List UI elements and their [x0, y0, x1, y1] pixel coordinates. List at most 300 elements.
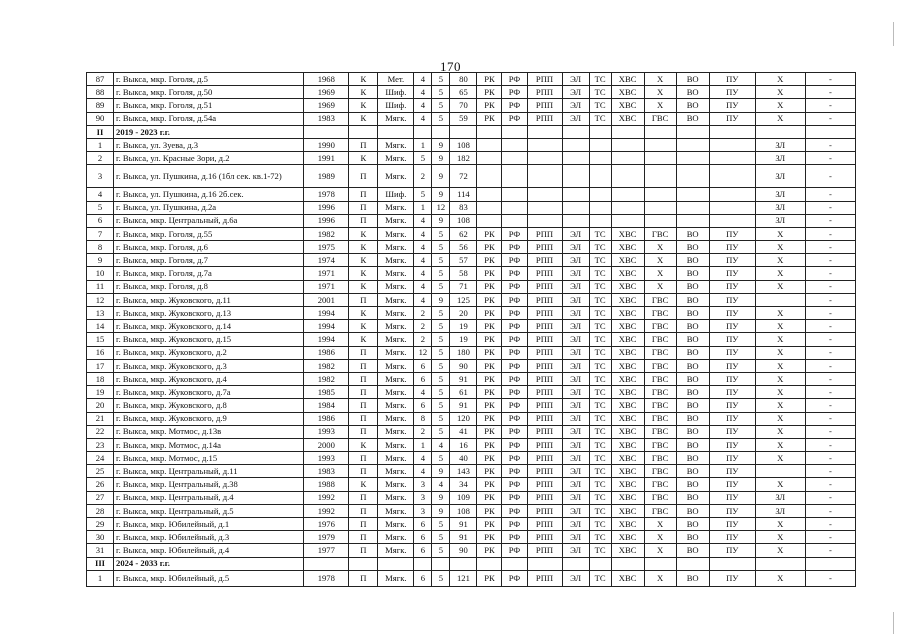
table-row — [87, 372, 856, 385]
wall-material-cell: К — [349, 333, 378, 346]
system-vo-cell: ВО — [676, 333, 709, 346]
system-gvs-cell: Х — [644, 241, 676, 254]
floors-cell: 6 — [414, 518, 432, 531]
system-el-cell — [562, 201, 589, 214]
system-rf-cell: РФ — [502, 280, 527, 293]
floors-cell: 2 — [414, 425, 432, 438]
year-built-cell: 1978 — [304, 570, 349, 586]
entrances-cell: 9 — [432, 214, 450, 227]
mark-cell: Х — [755, 280, 805, 293]
address-cell: г. Выкса, ул. Пушкина, д.16 (1бл сек. кв.1-72) — [114, 165, 304, 188]
mark-cell: Х — [755, 73, 805, 86]
system-ts-cell: ТС — [589, 86, 611, 99]
row-number-cell: 31 — [87, 544, 114, 557]
system-pu-cell — [709, 201, 755, 214]
floors-cell: 4 — [414, 241, 432, 254]
empty-cell — [644, 557, 676, 570]
mark-cell: Х — [755, 544, 805, 557]
system-hvs-cell: ХВС — [611, 425, 644, 438]
mark-cell: Х — [755, 518, 805, 531]
apartments-cell: 108 — [450, 138, 477, 151]
entrances-cell: 9 — [432, 504, 450, 517]
system-gvs-cell: ГВС — [644, 112, 676, 125]
system-ts-cell: ТС — [589, 465, 611, 478]
status-cell: - — [805, 399, 855, 412]
mark-cell: Х — [755, 254, 805, 267]
wall-material-cell: П — [349, 504, 378, 517]
mark-cell: Х — [755, 112, 805, 125]
wall-material-cell: П — [349, 570, 378, 586]
system-hvs-cell — [611, 201, 644, 214]
system-pu-cell: ПУ — [709, 531, 755, 544]
system-el-cell: ЭЛ — [562, 267, 589, 280]
status-cell: - — [805, 241, 855, 254]
system-ts-cell — [589, 138, 611, 151]
system-ts-cell — [589, 152, 611, 165]
system-rf-cell: РФ — [502, 99, 527, 112]
row-number-cell: 9 — [87, 254, 114, 267]
address-cell: г. Выкса, мкр. Центральный, д.5 — [114, 504, 304, 517]
roof-type-cell: Мягк. — [378, 307, 414, 320]
system-rf-cell — [502, 214, 527, 227]
system-pu-cell — [709, 214, 755, 227]
floors-cell: 1 — [414, 201, 432, 214]
apartments-cell: 120 — [450, 412, 477, 425]
row-number-cell: 1 — [87, 138, 114, 151]
row-number-cell: 4 — [87, 188, 114, 201]
system-hvs-cell: ХВС — [611, 412, 644, 425]
mark-cell: Х — [755, 570, 805, 586]
system-rpp-cell: РПП — [527, 372, 562, 385]
system-hvs-cell: ХВС — [611, 438, 644, 451]
entrances-cell: 5 — [432, 452, 450, 465]
system-gvs-cell: ГВС — [644, 293, 676, 306]
apartments-cell: 19 — [450, 333, 477, 346]
empty-cell — [349, 125, 378, 138]
system-vo-cell: ВО — [676, 504, 709, 517]
system-el-cell: ЭЛ — [562, 307, 589, 320]
system-rk-cell: РК — [477, 99, 502, 112]
apartments-cell: 91 — [450, 518, 477, 531]
system-el-cell: ЭЛ — [562, 320, 589, 333]
system-rk-cell: РК — [477, 478, 502, 491]
system-gvs-cell: ГВС — [644, 386, 676, 399]
wall-material-cell: К — [349, 478, 378, 491]
system-pu-cell: ПУ — [709, 254, 755, 267]
system-pu-cell: ПУ — [709, 320, 755, 333]
address-cell: г. Выкса, мкр. Гоголя, д.54а — [114, 112, 304, 125]
system-hvs-cell — [611, 214, 644, 227]
row-number-cell: 7 — [87, 227, 114, 240]
mark-cell: Х — [755, 346, 805, 359]
system-ts-cell: ТС — [589, 478, 611, 491]
system-hvs-cell: ХВС — [611, 227, 644, 240]
apartments-cell: 182 — [450, 152, 477, 165]
year-built-cell: 1996 — [304, 201, 349, 214]
floors-cell: 5 — [414, 152, 432, 165]
system-rpp-cell: РПП — [527, 99, 562, 112]
system-pu-cell: ПУ — [709, 399, 755, 412]
system-rk-cell — [477, 152, 502, 165]
status-cell: - — [805, 201, 855, 214]
system-hvs-cell: ХВС — [611, 452, 644, 465]
address-cell: г. Выкса, мкр. Жуковского, д.7а — [114, 386, 304, 399]
row-number-cell: 25 — [87, 465, 114, 478]
year-built-cell: 1982 — [304, 372, 349, 385]
roof-type-cell: Мягк. — [378, 518, 414, 531]
system-rpp-cell: РПП — [527, 293, 562, 306]
wall-material-cell: К — [349, 227, 378, 240]
mark-cell: ЗЛ — [755, 504, 805, 517]
apartments-cell: 109 — [450, 491, 477, 504]
status-cell: - — [805, 518, 855, 531]
system-pu-cell: ПУ — [709, 333, 755, 346]
status-cell: - — [805, 425, 855, 438]
table-row — [87, 188, 856, 201]
floors-cell: 3 — [414, 491, 432, 504]
system-el-cell: ЭЛ — [562, 112, 589, 125]
system-pu-cell: ПУ — [709, 491, 755, 504]
page-number: 170 — [440, 59, 461, 74]
roof-type-cell: Мягк. — [378, 214, 414, 227]
system-rk-cell: РК — [477, 465, 502, 478]
roof-type-cell: Мягк. — [378, 531, 414, 544]
year-built-cell: 1984 — [304, 399, 349, 412]
system-hvs-cell: ХВС — [611, 372, 644, 385]
empty-cell — [709, 125, 755, 138]
mark-cell: Х — [755, 320, 805, 333]
system-rpp-cell: РПП — [527, 570, 562, 586]
apartments-cell: 90 — [450, 544, 477, 557]
system-el-cell: ЭЛ — [562, 359, 589, 372]
system-rpp-cell: РПП — [527, 531, 562, 544]
status-cell: - — [805, 359, 855, 372]
system-rk-cell: РК — [477, 254, 502, 267]
system-gvs-cell: Х — [644, 267, 676, 280]
table-row — [87, 165, 856, 188]
mark-cell: Х — [755, 267, 805, 280]
system-vo-cell: ВО — [676, 241, 709, 254]
system-rf-cell: РФ — [502, 478, 527, 491]
system-rf-cell: РФ — [502, 346, 527, 359]
roof-type-cell: Мягк. — [378, 478, 414, 491]
system-vo-cell: ВО — [676, 112, 709, 125]
address-cell: г. Выкса, мкр. Гоголя, д.50 — [114, 86, 304, 99]
wall-material-cell: К — [349, 280, 378, 293]
mark-cell: Х — [755, 307, 805, 320]
system-vo-cell: ВО — [676, 465, 709, 478]
entrances-cell: 5 — [432, 399, 450, 412]
status-cell: - — [805, 544, 855, 557]
system-pu-cell: ПУ — [709, 99, 755, 112]
table-row — [87, 201, 856, 214]
floors-cell: 6 — [414, 399, 432, 412]
row-number-cell: 11 — [87, 280, 114, 293]
system-rpp-cell: РПП — [527, 518, 562, 531]
mark-cell: Х — [755, 359, 805, 372]
system-el-cell: ЭЛ — [562, 346, 589, 359]
entrances-cell: 5 — [432, 372, 450, 385]
table-row — [87, 425, 856, 438]
system-rpp-cell: РПП — [527, 544, 562, 557]
system-rf-cell: РФ — [502, 333, 527, 346]
system-rk-cell: РК — [477, 333, 502, 346]
row-number-cell: 8 — [87, 241, 114, 254]
mark-cell: ЗЛ — [755, 152, 805, 165]
system-rk-cell: РК — [477, 425, 502, 438]
system-rk-cell: РК — [477, 359, 502, 372]
empty-cell — [378, 125, 414, 138]
system-hvs-cell — [611, 165, 644, 188]
system-rk-cell: РК — [477, 280, 502, 293]
wall-material-cell: П — [349, 214, 378, 227]
entrances-cell: 9 — [432, 465, 450, 478]
system-rpp-cell: РПП — [527, 504, 562, 517]
address-cell: г. Выкса, ул. Пушкина, д.2а — [114, 201, 304, 214]
apartments-cell: 91 — [450, 372, 477, 385]
system-hvs-cell: ХВС — [611, 359, 644, 372]
table-row — [87, 570, 856, 586]
system-el-cell: ЭЛ — [562, 227, 589, 240]
system-rf-cell: РФ — [502, 544, 527, 557]
system-ts-cell: ТС — [589, 491, 611, 504]
roof-type-cell: Мягк. — [378, 504, 414, 517]
floors-cell: 2 — [414, 320, 432, 333]
table-row — [87, 73, 856, 86]
row-number-cell: 89 — [87, 99, 114, 112]
system-gvs-cell — [644, 214, 676, 227]
system-rk-cell: РК — [477, 241, 502, 254]
table-row — [87, 280, 856, 293]
empty-cell — [378, 557, 414, 570]
year-built-cell: 1993 — [304, 452, 349, 465]
entrances-cell: 9 — [432, 293, 450, 306]
system-rf-cell — [502, 138, 527, 151]
system-gvs-cell: ГВС — [644, 465, 676, 478]
year-built-cell: 1979 — [304, 531, 349, 544]
system-el-cell: ЭЛ — [562, 478, 589, 491]
floors-cell: 4 — [414, 254, 432, 267]
system-rpp-cell: РПП — [527, 267, 562, 280]
wall-material-cell: П — [349, 531, 378, 544]
floors-cell: 4 — [414, 465, 432, 478]
system-gvs-cell: ГВС — [644, 372, 676, 385]
roof-type-cell: Мягк. — [378, 359, 414, 372]
system-hvs-cell: ХВС — [611, 570, 644, 586]
entrances-cell: 5 — [432, 280, 450, 293]
system-hvs-cell: ХВС — [611, 399, 644, 412]
apartments-cell: 40 — [450, 452, 477, 465]
year-built-cell: 1969 — [304, 99, 349, 112]
system-rpp-cell: РПП — [527, 412, 562, 425]
system-vo-cell: ВО — [676, 227, 709, 240]
system-hvs-cell: ХВС — [611, 333, 644, 346]
address-cell: г. Выкса, мкр. Мотмос, д.15 — [114, 452, 304, 465]
system-vo-cell: ВО — [676, 346, 709, 359]
empty-cell — [414, 557, 432, 570]
empty-cell — [611, 125, 644, 138]
system-gvs-cell: ГВС — [644, 359, 676, 372]
system-rpp-cell: РПП — [527, 399, 562, 412]
system-pu-cell — [709, 138, 755, 151]
year-built-cell: 1977 — [304, 544, 349, 557]
row-number-cell: 88 — [87, 86, 114, 99]
system-gvs-cell: ГВС — [644, 504, 676, 517]
entrances-cell: 5 — [432, 544, 450, 557]
roof-type-cell: Мягк. — [378, 412, 414, 425]
system-ts-cell: ТС — [589, 570, 611, 586]
system-rpp-cell — [527, 188, 562, 201]
year-built-cell: 2000 — [304, 438, 349, 451]
floors-cell: 2 — [414, 307, 432, 320]
roof-type-cell: Мягк. — [378, 491, 414, 504]
floors-cell: 1 — [414, 438, 432, 451]
floors-cell: 6 — [414, 570, 432, 586]
empty-cell — [562, 125, 589, 138]
roof-type-cell: Мягк. — [378, 465, 414, 478]
system-vo-cell — [676, 214, 709, 227]
status-cell: - — [805, 372, 855, 385]
system-rpp-cell: РПП — [527, 491, 562, 504]
year-built-cell: 1983 — [304, 112, 349, 125]
row-number-cell: 21 — [87, 412, 114, 425]
mark-cell: ЗЛ — [755, 201, 805, 214]
roof-type-cell: Мягк. — [378, 399, 414, 412]
empty-cell — [755, 125, 805, 138]
address-cell: г. Выкса, мкр. Гоголя, д.7 — [114, 254, 304, 267]
address-cell: г. Выкса, мкр. Мотмос, д.14а — [114, 438, 304, 451]
system-gvs-cell: Х — [644, 544, 676, 557]
system-rk-cell — [477, 188, 502, 201]
table-row — [87, 152, 856, 165]
system-rf-cell: РФ — [502, 293, 527, 306]
entrances-cell: 5 — [432, 518, 450, 531]
system-rf-cell: РФ — [502, 372, 527, 385]
mark-cell: Х — [755, 478, 805, 491]
roof-type-cell: Мягк. — [378, 201, 414, 214]
floors-cell: 4 — [414, 214, 432, 227]
system-rf-cell: РФ — [502, 425, 527, 438]
status-cell: - — [805, 346, 855, 359]
address-cell: г. Выкса, мкр. Центральный, д.11 — [114, 465, 304, 478]
system-rf-cell: РФ — [502, 491, 527, 504]
empty-cell — [304, 557, 349, 570]
table-row — [87, 465, 856, 478]
apartments-cell: 41 — [450, 425, 477, 438]
system-vo-cell — [676, 165, 709, 188]
table-row — [87, 491, 856, 504]
wall-material-cell: П — [349, 346, 378, 359]
system-vo-cell — [676, 201, 709, 214]
apartments-cell: 70 — [450, 99, 477, 112]
floors-cell: 4 — [414, 227, 432, 240]
system-el-cell: ЭЛ — [562, 372, 589, 385]
floors-cell: 6 — [414, 359, 432, 372]
system-gvs-cell: Х — [644, 99, 676, 112]
entrances-cell: 5 — [432, 307, 450, 320]
wall-material-cell: К — [349, 241, 378, 254]
system-ts-cell: ТС — [589, 452, 611, 465]
system-gvs-cell: ГВС — [644, 227, 676, 240]
system-hvs-cell — [611, 188, 644, 201]
floors-cell: 4 — [414, 73, 432, 86]
system-el-cell: ЭЛ — [562, 73, 589, 86]
table-row — [87, 227, 856, 240]
apartments-cell: 91 — [450, 531, 477, 544]
system-rf-cell: РФ — [502, 112, 527, 125]
status-cell: - — [805, 165, 855, 188]
status-cell: - — [805, 112, 855, 125]
year-built-cell: 1985 — [304, 386, 349, 399]
system-rf-cell: РФ — [502, 504, 527, 517]
roof-type-cell: Мягк. — [378, 333, 414, 346]
address-cell: г. Выкса, мкр. Центральный, д.6а — [114, 214, 304, 227]
table-row — [87, 254, 856, 267]
table-row — [87, 518, 856, 531]
apartments-cell: 57 — [450, 254, 477, 267]
apartments-cell: 19 — [450, 320, 477, 333]
system-rk-cell: РК — [477, 346, 502, 359]
system-vo-cell: ВО — [676, 320, 709, 333]
system-el-cell — [562, 165, 589, 188]
system-rk-cell: РК — [477, 412, 502, 425]
system-hvs-cell: ХВС — [611, 465, 644, 478]
system-ts-cell: ТС — [589, 518, 611, 531]
system-hvs-cell: ХВС — [611, 491, 644, 504]
year-built-cell: 1996 — [304, 214, 349, 227]
address-cell: г. Выкса, мкр. Мотмос, д.13в — [114, 425, 304, 438]
empty-cell — [805, 125, 855, 138]
system-el-cell: ЭЛ — [562, 254, 589, 267]
apartments-cell: 34 — [450, 478, 477, 491]
system-ts-cell: ТС — [589, 227, 611, 240]
system-gvs-cell — [644, 165, 676, 188]
floors-cell: 2 — [414, 165, 432, 188]
system-hvs-cell: ХВС — [611, 267, 644, 280]
address-cell: г. Выкса, мкр. Гоголя, д.6 — [114, 241, 304, 254]
wall-material-cell: К — [349, 320, 378, 333]
system-gvs-cell: Х — [644, 86, 676, 99]
system-el-cell: ЭЛ — [562, 570, 589, 586]
status-cell: - — [805, 280, 855, 293]
entrances-cell: 5 — [432, 254, 450, 267]
row-number-cell: 22 — [87, 425, 114, 438]
system-hvs-cell: ХВС — [611, 99, 644, 112]
system-rk-cell: РК — [477, 531, 502, 544]
floors-cell: 4 — [414, 86, 432, 99]
apartments-cell: 108 — [450, 504, 477, 517]
empty-cell — [502, 125, 527, 138]
roof-type-cell: Мягк. — [378, 544, 414, 557]
system-vo-cell: ВО — [676, 412, 709, 425]
roof-type-cell: Мягк. — [378, 372, 414, 385]
entrances-cell: 5 — [432, 570, 450, 586]
year-built-cell: 1986 — [304, 412, 349, 425]
floors-cell: 6 — [414, 372, 432, 385]
row-number-cell: 1 — [87, 570, 114, 586]
year-built-cell: 1993 — [304, 425, 349, 438]
system-rk-cell — [477, 201, 502, 214]
system-rpp-cell: РПП — [527, 333, 562, 346]
system-rf-cell: РФ — [502, 86, 527, 99]
roof-type-cell: Мягк. — [378, 165, 414, 188]
roof-type-cell: Мет. — [378, 73, 414, 86]
entrances-cell: 5 — [432, 412, 450, 425]
address-cell: г. Выкса, ул. Красные Зори, д.2 — [114, 152, 304, 165]
system-rf-cell: РФ — [502, 531, 527, 544]
system-rf-cell — [502, 165, 527, 188]
mark-cell: Х — [755, 425, 805, 438]
